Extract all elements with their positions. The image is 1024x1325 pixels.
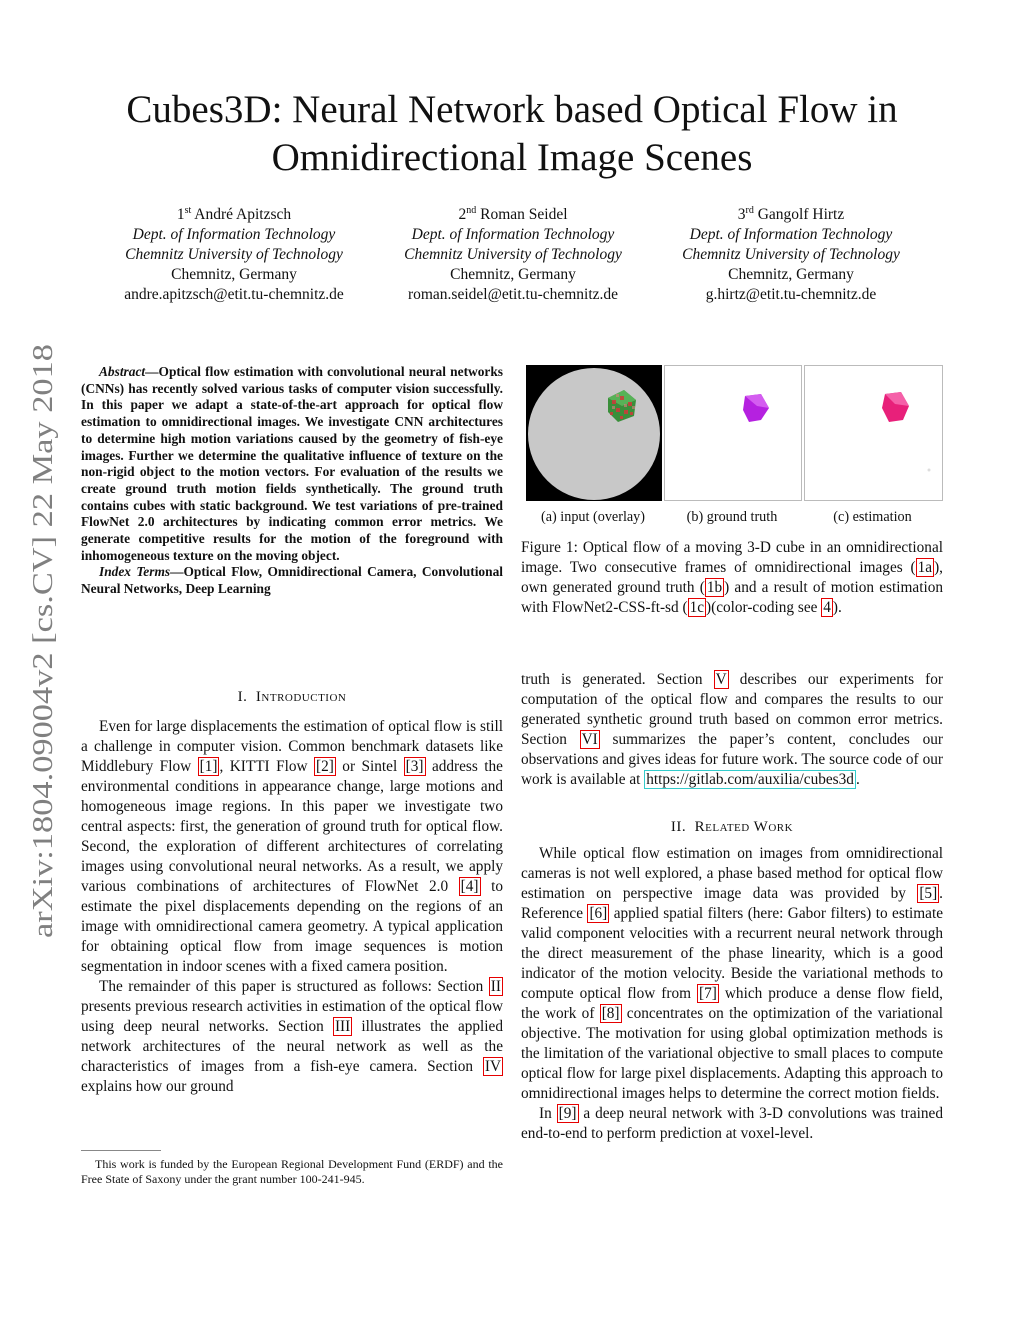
fisheye-input-image [527,366,661,500]
author-dept: Dept. of Information Technology [132,226,336,244]
citation-link[interactable]: [1] [199,758,218,775]
paragraph: Even for large displacements the estimation of optical flow is still a challenge in computer vision. Common benchmark datasets like Middlebury Flow [1] , KITTI Flow [2] or Sintel [3] address the environmental conditions in appearance change, large motions and homogeneous image regions. In this paper we investigate two central aspects: first, the generation of ground truth for optical flow. Second, the exploration of different architectures of correlating images using convolutional neural networks. As a result, we apply various combinations of architectures of FlowNet 2.0 [4] to estimate the pixel displacements depending on the regions of an image with omnidirectional camera geometry. A typical application for obtaining optical flow from image sequences is motion segmentation in indoor scenes with a fixed camera position. [81,718,503,975]
section-link[interactable]: II [490,978,501,995]
author-location: Chemnitz, Germany [171,266,297,284]
subcaption-b: (b) ground truth [686,509,778,525]
title-line-1: Cubes3D: Neural Network based Optical Flow in [126,88,898,131]
author-dept: Dept. of Information Technology [411,226,615,244]
footnote: This work is funded by the European Regional Development Fund (ERDF) and the Free State of Saxony under the grant number 100-241-945. [81,1157,503,1186]
figure-ref-link[interactable]: 1c [689,599,705,616]
author-email: andre.apitzsch@etit.tu-chemnitz.de [124,286,344,304]
index-terms [81,564,503,597]
index-terms-text: Optical Flow, Omnidirectional Camera, Convolutional Neural Networks, Deep Learning [81,564,503,597]
citation-link[interactable]: [2] [316,758,334,775]
author-email: g.hirtz@etit.tu-chemnitz.de [705,286,877,304]
abstract-body [81,364,503,564]
paragraph: In [9] a deep neural network with 3-D convolutions was trained end-to-end to perform prediction at voxel-level. [521,1105,943,1142]
figure-panel-estimation [804,365,943,501]
paragraph: While optical flow estimation on images from omnidirectional cameras is not well explored, a phase based method for optical flow estimation on perspective image data was provided by [5] . Reference [6] applied spatial filters (here: Gabor filters) to estimate valid component velocities with a recurrent neural network through the direct measurement of the phase linearity, which is a good indicator of the motion velocity. Beside the variational methods to compute optical flow from [7] which produce a dense flow field, the work of [8] concentrates on the optimization of the variational objective. The motivation for using global optimization methods is the limitation of the variational objective to small places to compute optical flow for large pixel displacements. Adapting this approach to omnidirectional images helps to determine the correct motion fields. [521,845,944,1102]
citation-link[interactable]: [9] [558,1105,577,1122]
abstract-dash: — [145,364,159,379]
abstract [81,364,503,598]
related-work-body [521,844,943,1144]
figure-ref-link[interactable]: 1a [917,559,933,576]
section-link[interactable]: V [715,671,727,688]
author-block-1 [84,201,384,305]
author-univ: Chemnitz University of Technology [682,246,900,264]
author-dept: Dept. of Information Technology [689,226,893,244]
abstract-text: Optical flow estimation with convolutional neural networks (CNNs) has recently solved various tasks of computer vision successfully. In this paper we adapt a state-of-the-art approach for optical flow estimation to omnidirectional images. We investigate CNN architectures to determine high motion variations caused by the geometry of fish-eye images. Further we determine the qualitative influence of texture on the non-rigid object to the motion vectors. For evaluation of the results we create ground truth motion fields synthetically. The ground truth contains cubes with static background. We test variations of pre-trained FlowNet 2.0 architectures by indicating common error metrics. We generate competitive results for the motion of the foreground with inhomogeneous texture on the moving object. [81,364,503,563]
author-ordinal-suffix: st [184,205,192,216]
abstract-lead: Abstract [99,364,146,379]
citation-link[interactable]: [4] [460,878,479,895]
author-block-2 [363,201,663,305]
author-location: Chemnitz, Germany [450,266,576,284]
citation-link[interactable]: [7] [699,985,717,1002]
author-name: Roman Seidel [480,206,568,224]
author-ordinal-suffix: nd [466,205,477,216]
section-title: Related Work [694,819,794,835]
figure-ref-link[interactable]: 4 [823,599,831,616]
author-univ: Chemnitz University of Technology [125,246,343,264]
introduction-continued: truth is generated. Section V describes our experiments for computation of the optical flow and compares the results to our generated synthetic ground truth based on common error metrics. Section VI summarizes the paper’s content, concludes our observations and gives ideas for future work. The source code of our work is available at https://gitlab.com/auxilia/cubes3d . [521,671,943,788]
author-ordinal: 1 [176,206,185,224]
section-title: Introduction [255,689,347,705]
title-line-2: Omnidirectional Image Scenes [271,136,753,179]
section-number: II. [670,819,687,835]
section-heading-related-work [521,819,943,836]
figure-ref-link[interactable]: 1b [706,579,723,596]
section-link[interactable]: IV [484,1058,501,1075]
arxiv-identifier: arXiv:1804.09004v2 [cs.CV] 22 May 2018 [27,437,59,938]
figure-caption: Figure 1: Optical flow of a moving 3-D cube in an omnidirectional image. Two consecutive frames of omnidirectional images ( 1a ), own generated ground truth ( 1b ) and a result of motion estimation with FlowNet2-CSS-ft-sd ( 1c )(color-coding see 4 ). [521,539,943,616]
section-link[interactable]: III [334,1018,351,1035]
author-name: Gangolf Hirtz [757,206,845,224]
citation-link[interactable]: [6] [589,905,608,922]
author-univ: Chemnitz University of Technology [404,246,622,264]
ground-truth-flow-image [665,366,801,500]
author-name: André Apitzsch [194,206,292,224]
section-number: I. [237,689,248,705]
citation-link[interactable]: [5] [919,885,938,902]
introduction-body [81,717,503,1097]
arxiv-side-stamp [10,342,62,942]
section-link[interactable]: VI [581,731,598,748]
author-ordinal: 2 [458,206,467,224]
author-ordinal-suffix: rd [745,205,754,216]
citation-link[interactable]: [3] [405,758,424,775]
author-block-3 [641,201,941,305]
paragraph: The remainder of this paper is structured as follows: Section II presents previous research activities in estimation of the optical flow using deep neural networks. Section III illustrates the applied network architectures of the neural network as well as the characteristics of images from a fish-eye camera. Section IV explains how our ground [81,978,503,1095]
index-terms-lead: Index Terms [99,564,171,580]
subcaption-c: (c) estimation [833,509,912,525]
author-ordinal: 3 [737,206,746,224]
section-heading-introduction [81,689,503,706]
estimated-flow-image [805,366,942,500]
footnote-rule [81,1150,161,1151]
index-terms-dash: — [170,564,184,580]
figure-panel-input [526,365,662,501]
paper-title [60,86,964,182]
subcaption-a: (a) input (overlay) [541,509,645,525]
source-code-link[interactable]: https://gitlab.com/auxilia/cubes3d [646,771,854,788]
citation-link[interactable]: [8] [601,1005,620,1022]
author-email: roman.seidel@etit.tu-chemnitz.de [407,286,619,304]
author-location: Chemnitz, Germany [728,266,854,284]
figure-panel-ground-truth [664,365,802,501]
